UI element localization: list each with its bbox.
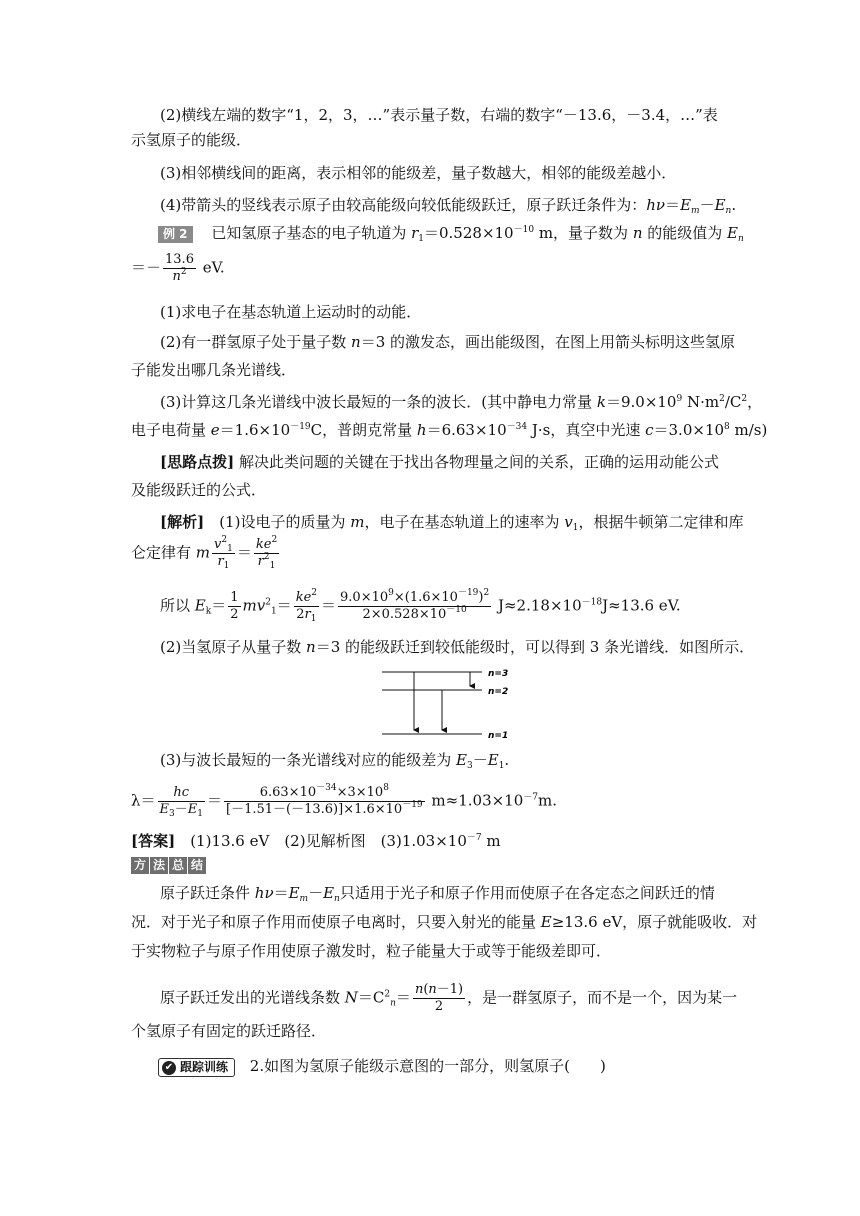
wavelength-formula: λ＝ $\frac{hc}{E_3-E_1}$ ＝ $\frac{6.63\times 10^{-34}\times 3\times 10^8}{[-1.51-(-13.6)]\times 1.6\times 10^{-19}}$ $m\approx 1.03\times 10^{-7}m$. <box>131 783 558 819</box>
method-char-4: 结 <box>188 857 206 874</box>
energy-formula: ＝－ $\frac{13.6}{n^2}$ eV. <box>131 252 225 284</box>
question-3-g: ＝1.6×10 <box>219 421 291 439</box>
paragraph-2-cont: 示氢原子的能级． <box>131 131 252 149</box>
hint-text: 解决此类问题的关键在于找出各物理量之间的关系，正确的运用动能公式 <box>234 453 719 471</box>
question-3-i: ＝6.63×10 <box>426 421 507 439</box>
example-intro: 已知氢原子基态的电子轨道为 <box>211 224 412 242</box>
paragraph-4-text: (4)带箭头的竖线表示原子由较高能级向较低能级跃迁，原子跃迁条件为： <box>160 196 647 214</box>
question-3-cont: 电子电荷量 $e=1.6\times 10^{-19}C$，普朗克常量 $h=6.63\times 10^{-34}$ J·s，真空中光速 $c=3.0\times 10^8$ m/s) <box>131 421 768 439</box>
method-text-6: ，是一群氢原子，而不是一个，因为某一 <box>467 988 738 1007</box>
kinetic-energy-formula: 所以 $E_k=$ $\frac{1}{2}$ $mv^2_1=$ $\frac{ke^2}{2r_1}$ ＝ $\frac{9.0\times 10^9\times(1.6\times 10^{-19})^2}{2\times 0.528\times 10^{-10}}$ $J\approx 2.18\times 10^{-18}J\approx 13.6$ eV. <box>160 588 681 624</box>
question-3-h: C，普朗克常量 <box>310 421 417 439</box>
solution-text-2: ，电子在基态轨道上的速率为 <box>364 513 565 531</box>
example-badge: 例 2 <box>158 226 193 243</box>
hint-line <box>160 453 719 471</box>
ek-num-a: 9.0×10 <box>340 590 389 605</box>
solution-text-5: 所以 <box>160 596 195 615</box>
method-line-5: 个氢原子有固定的跃迁路径． <box>131 1022 327 1040</box>
answer-line: [答案] (1)13.6 eV (2)见解析图 $(3)1.03\times 10^{-7}$ m <box>131 832 501 850</box>
lam-result-2: m. <box>538 791 558 810</box>
method-text-2: 只适用于光子和原子作用而使原子在各定态之间跃迁的情 <box>339 884 715 902</box>
question-3-j: J·s，真空中光速 <box>527 421 646 439</box>
question-3-c: N·m <box>682 393 720 411</box>
question-3-d: /C <box>724 393 742 411</box>
question-2: (2)有一群氢原子处于量子数 n＝3 的激发态，画出能级图，在图上用箭头标明这些氢原 <box>160 333 736 351</box>
ek-den: 2×0.528×10 <box>362 607 447 622</box>
question-3-l: m/s) <box>729 421 768 439</box>
question-3-k: ＝3.0×10 <box>653 421 725 439</box>
solution-label: [解析] <box>160 513 205 531</box>
question-3-b: ＝9.0×10 <box>605 393 677 411</box>
level-label-n1: n=1 <box>488 731 509 741</box>
question-1: (1)求电子在基态轨道上运动时的动能． <box>160 303 422 321</box>
method-line-3: 于实物粒子与原子作用使原子激发时，粒子能量大于或等于能级差即可． <box>131 942 612 960</box>
paragraph-4: (4)带箭头的竖线表示原子由较高能级向较低能级跃迁，原子跃迁条件为：$h\nu=E_m-E_n$. <box>160 196 737 216</box>
method-text-4: ≥13.6 eV，原子就能吸收．对 <box>551 913 758 931</box>
method-char-2: 法 <box>150 857 168 874</box>
solution-text-1: (1)设电子的质量为 <box>204 513 351 531</box>
ek-result: J≈2.18×10 <box>493 596 582 615</box>
ek-result-2: J≈13.6 eV. <box>602 596 681 615</box>
solution-part-3: (3)与波长最短的一条光谱线对应的能级差为 $E_3-E_1$. <box>160 751 510 771</box>
question-3-a: (3)计算这几条光谱线中波长最短的一条的波长．(其中静电力常量 <box>160 393 597 411</box>
answer-text: (1)13.6 eV (2)见解析图 (3)1.03×10 <box>175 832 467 850</box>
level-label-n2: n=2 <box>488 687 509 697</box>
tracking-label: 跟踪训练 <box>180 1060 229 1074</box>
example-intro-3: m，量子数为 <box>534 224 633 242</box>
solution-part-2: (2)当氢原子从量子数 n＝3 的能级跃迁到较低能级时，可以得到 3 条光谱线．如图所示． <box>160 638 755 656</box>
solution-text-8: (3)与波长最短的一条光谱线对应的能级差为 <box>160 751 457 769</box>
method-char-3: 总 <box>169 857 187 874</box>
solution-line-2: 仑定律有 m $\frac{v^2_1}{r_1}$ ＝ $\frac{ke^2}{r^2_1}$ <box>131 535 278 571</box>
question-3: (3)计算这几条光谱线中波长最短的一条的波长．(其中静电力常量 $k=9.0\times 10^9$ $N\cdot m^2/C^2$， <box>160 393 763 411</box>
ek-num-b: ×(1.6×10 <box>393 590 458 605</box>
method-text-1: 原子跃迁条件 <box>160 884 255 902</box>
question-2-cont: 子能发出哪几条光谱线． <box>131 361 297 379</box>
solution-text-3: ，根据牛顿第二定律和库 <box>578 513 744 531</box>
lam-num-a: 6.63×10 <box>259 785 317 800</box>
method-text-5: 原子跃迁发出的光谱线条数 <box>160 988 345 1007</box>
checkmark-icon: ✔ <box>162 1061 176 1075</box>
question-2-b: ＝3 的激发态，画出能级图，在图上用箭头标明这些氢原 <box>360 333 736 351</box>
question-3-f: 电子电荷量 <box>131 421 211 439</box>
tracking-badge <box>158 1058 235 1077</box>
energy-level-diagram <box>378 664 518 744</box>
solution-text-7: ＝3 的能级跃迁到较低能级时，可以得到 3 条光谱线．如图所示． <box>315 638 755 656</box>
question-2-a: (2)有一群氢原子处于量子数 <box>160 333 352 351</box>
solution-text-4: 仑定律有 <box>131 543 196 562</box>
lam-num-b: ×3×10 <box>336 785 384 800</box>
lam-den: [－1.51－(－13.6)]×1.6×10 <box>226 802 403 817</box>
level-label-n3: n=3 <box>488 669 509 679</box>
lam-result: m≈1.03×10 <box>426 791 524 810</box>
answer-label: [答案] <box>131 832 176 850</box>
method-char-1: 方 <box>131 857 149 874</box>
method-line-2: 况．对于光子和原子作用而使原子电离时，只要入射光的能量 E≥13.6 eV，原子就能吸收．对 <box>131 913 758 931</box>
method-line-4: 原子跃迁发出的光谱线条数 $N=C^2_n=$ $\frac{n(n-1)}{2}$ ，是一群氢原子，而不是一个，因为某一 <box>160 982 738 1014</box>
question-3-e: ， <box>747 393 763 411</box>
formula-numerator: 13.6 <box>165 252 194 267</box>
hint-line-2: 及能级跃迁的公式． <box>131 481 267 499</box>
method-text-3: 况．对于光子和原子作用而使原子电离时，只要入射光的能量 <box>131 913 541 931</box>
example-intro-4: 的能级值为 <box>642 224 728 242</box>
ek-num-c: ) <box>478 590 484 605</box>
example-heading: 例 2 已知氢原子基态的电子轨道为 $r_1=0.528\times 10^{-10}$ m，量子数为 n 的能级值为 $E_n$ <box>158 224 744 243</box>
hint-label: [思路点拨] <box>160 453 235 471</box>
method-line-1: 原子跃迁条件 $h\nu=E_m-E_n$只适用于光子和原子作用而使原子在各定态之间跃迁的情 <box>160 884 715 904</box>
answer-unit: m <box>481 832 501 850</box>
example-intro-2: ＝0.528×10 <box>424 224 514 242</box>
solution-text-6: (2)当氢原子从量子数 <box>160 638 307 656</box>
tracking-exercise <box>158 1057 606 1077</box>
tracking-question: 2.如图为氢原子能级示意图的一部分，则氢原子( ) <box>249 1057 606 1075</box>
solution-line-1: [解析] (1)设电子的质量为 m，电子在基态轨道上的速率为 $v_1$，根据牛顿第二定律和库 <box>160 513 744 533</box>
paragraph-2: (2)横线左端的数字“1，2，3，…”表示量子数，右端的数字“－13.6，－3.4，…”表 <box>160 106 718 124</box>
paragraph-3: (3)相邻横线间的距离，表示相邻的能级差，量子数越大，相邻的能级差越小． <box>160 164 677 182</box>
method-title <box>131 855 207 874</box>
formula-unit: eV. <box>202 258 225 277</box>
